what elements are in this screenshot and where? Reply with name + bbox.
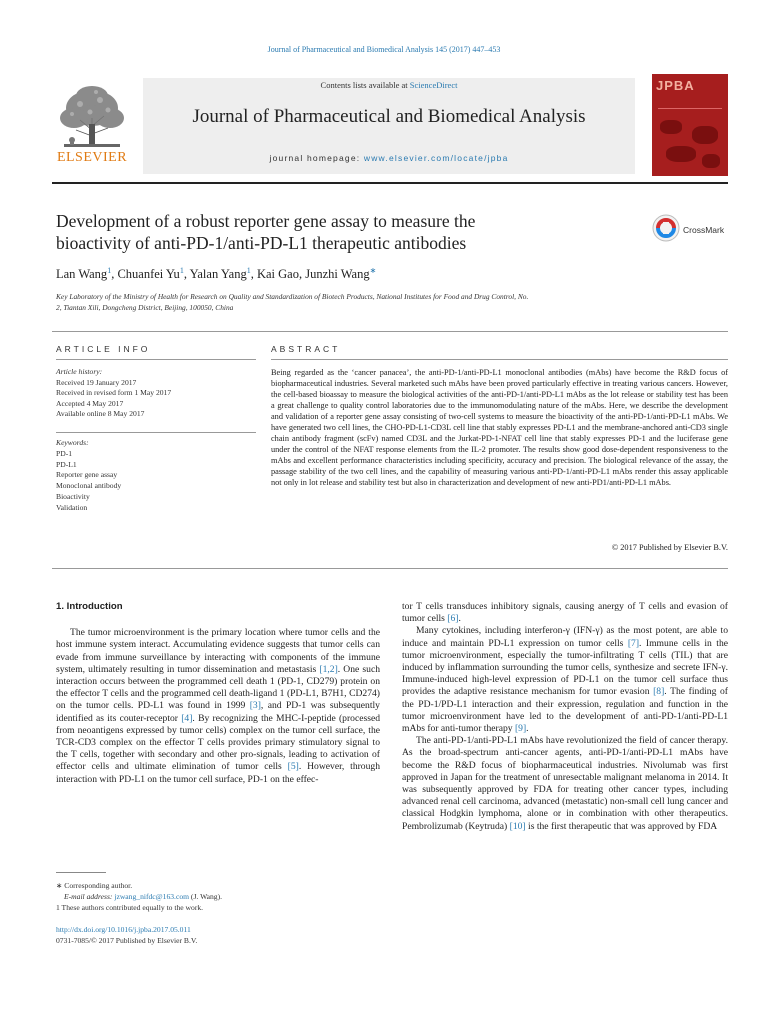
text-run: tor T cells transduces inhibitory signals, causing anergy of T cells and evasion of tumor cells [402, 601, 728, 625]
sciencedirect-link[interactable]: ScienceDirect [409, 80, 458, 90]
cover-shape [666, 146, 696, 162]
doi-link[interactable]: http://dx.doi.org/10.1016/j.jpba.2017.05.011 [56, 925, 191, 934]
reference-link[interactable]: [5] [287, 761, 299, 773]
cover-shape [702, 154, 720, 168]
text-run: The tumor microenvironment is the primary location where tumor cells and the host immune system interact. Accumulating evidence suggests that tumor cells can evade from immune surveillance by interacting with components of the immune system, ultimately resulting in tumor dissemination and metastasis [56, 627, 380, 675]
article-title-line: bioactivity of anti-PD-1/anti-PD-L1 therapeutic antibodies [56, 233, 467, 253]
article-info-rule [56, 359, 256, 360]
abstract-rule [271, 359, 728, 360]
text-run: The anti-PD-1/anti-PD-L1 mAbs have revolutionized the field of cancer therapy. As the broad-spectrum anti-cancer agents, anti-PD-1/anti-PD-L1 mAbs have become the R&D focus of biopharmaceutical industries. Nivolumab was first approved in Japan for the treatment of unresectable malignant melanoma in 2014. It was subsequently approved by FDA for treating other cancer types, including advanced renal cell carcinoma, advanced (metastatic) non-small cell lung cancer and classical Hodgkin lymphoma, alone or in combination with other therapeutics. Pembrolizumab (Keytruda) [402, 735, 728, 832]
cover-shape [660, 120, 682, 134]
issn-copyright: 0731-7085/© 2017 Published by Elsevier B.V. [56, 936, 198, 945]
author-mark[interactable]: 1 [179, 266, 184, 275]
page-footer [56, 924, 380, 946]
crossmark-label[interactable]: CrossMark [683, 225, 725, 235]
author-separator: , [183, 267, 190, 282]
journal-citation[interactable]: Journal of Pharmaceutical and Biomedical Analysis 145 (2017) 447–453 [267, 45, 501, 54]
cover-title: JPBA [656, 78, 695, 93]
reference-link[interactable]: [4] [181, 712, 193, 724]
reference-link[interactable]: [1,2] [319, 663, 338, 675]
history-item: Available online 8 May 2017 [56, 409, 145, 419]
article-history [56, 367, 256, 420]
author-name: Kai Gao [256, 267, 299, 282]
text-run: Many cytokines, including interferon-γ (IFN-γ) as the most potent, are able to induce and maintain PD-L1 expression on tumor cells [402, 625, 728, 649]
affiliation-line: Key Laboratory of the Ministry of Health for Research on Quality and Standardization of Biotech Products, National Institutes for Food and Drug Control, No. [56, 292, 529, 301]
author-mark[interactable]: 1 [246, 266, 251, 275]
footnotes [56, 880, 380, 913]
reference-link[interactable]: [10] [509, 820, 526, 832]
text-run: . Immune cells in the tumor microenvironment, especially the tumor-infiltrating T cells (TIL) that are induced by inflammation surrounding the tumor cells, synthesize and secrete IFN-γ. Immune-induced high-level expression of PD-L1 on the tumor cell surface thus provides the adaptive resistance mechanism for tumor evasion [402, 637, 728, 698]
footnote-corresponding [56, 880, 380, 891]
contents-prefix: Contents lists available at [320, 80, 410, 90]
reference-link[interactable]: [8] [653, 686, 665, 698]
homepage-line [143, 153, 635, 163]
author-name: Yalan Yang [189, 267, 247, 282]
text-run: . One such interaction occurs between the programmed cell death 1 (PD-1, CD279) protein on the effector T cells and the programmed cell death-ligand 1 (PD-L1, B7H1, CD274) on the tumor cells. PD-L1 was found in 1999 [56, 663, 380, 712]
keywords [56, 438, 256, 514]
abstract-heading: ABSTRACT [271, 344, 341, 354]
author-separator: , [298, 267, 306, 282]
author[interactable] [190, 267, 257, 281]
email-suffix: (J. Wang). [189, 892, 223, 901]
reference-link[interactable]: [7] [627, 637, 640, 649]
keywords-heading: Keywords: [56, 438, 89, 447]
text-run: . [458, 613, 461, 625]
keyword: Reporter gene assay [56, 470, 118, 480]
keyword: Bioactivity [56, 491, 90, 501]
body-rule [52, 568, 728, 569]
text-run: . The finding of the PD-1/PD-L1 interaction and their expression, regulation and function in the tumor microenvironment have led to the development of anti-PD-1/anti-PD-L1 mAbs for anti-tumor therapy [402, 686, 728, 735]
reference-link[interactable]: [6] [447, 613, 459, 625]
footnote-rule [56, 872, 106, 873]
keyword: Validation [56, 502, 88, 512]
author[interactable] [117, 267, 189, 281]
author-name: Lan Wang [56, 267, 108, 282]
author-mark[interactable]: 1 [107, 266, 112, 275]
body-column-left [56, 601, 380, 786]
history-item: Received 19 January 2017 [56, 377, 137, 387]
author-name: Chuanfei Yu [117, 267, 180, 282]
text-run: is the first therapeutic that was approved by FDA [525, 820, 718, 832]
footnote-equal-contribution [56, 902, 380, 913]
article-title [56, 210, 616, 254]
author-name: Junzhi Wang [305, 267, 370, 282]
text-run: , and PD-1 was subsequently identified as its couter-receptor [56, 700, 380, 724]
history-heading: Article history: [56, 367, 103, 376]
history-item: Received in revised form 1 May 2017 [56, 388, 172, 398]
abstract-text: Being regarded as the ‘cancer panacea’, the anti-PD-1/anti-PD-L1 monoclonal antibodies (mAbs) have become the R&D focus of biopharmaceutical industries. Several marketed such mAbs have been proved particularly effective in treating various cancers. However, the cell-based bioassay to measure the biological activities of the anti-PD-1/anti-PD-L1 mAbs as the lot release or stability test has been a great challenge to quality control laboratories due to the immunomodulating nature of the mAbs. Here, we describe the development and validation of a reporter gene assay consisting of two-cell systems to measure the bioactivity of the anti-PD-1/anti-PD-L1 mAbs. We have generated two cell lines, the CHO-PD-L1-CD3L cell line that stably expresses PD-L1 and the membrane-anchored anti-CD3 single chain antibody fragment (scFv) named CD3L and the Jurkat-PD-1-NFAT cell line that stably expresses PD-1 and the luciferase gene under the control of the NFAT response elements from the IL-2 promoter. The results show good dose-dependent responsiveness to the mAbs and excellent performance characteristics including specificity, accuracy and precision. The biological relevance of the assay, the passage stability of the two cell lines, and the capability of measuring various anti-PD-1/anti-PD-L1 mAbs render this assay applicable not only in lot release and stability test but also in characterization and development of new anti-PD1/anti-PD-L1 mAbs. [271, 368, 728, 487]
author-separator: , [250, 267, 257, 282]
text-run: . However, through interaction with PD-L1 on the tumor cell surface, PD-1 on the effec- [56, 761, 380, 785]
footnote-text: These authors contributed equally to the work. [59, 903, 204, 912]
paragraph [402, 735, 728, 833]
header-rule [52, 182, 728, 184]
article-title-line: Development of a robust reporter gene assay to measure the [56, 211, 476, 231]
reference-link[interactable]: [9] [514, 723, 527, 735]
contents-line [143, 80, 635, 90]
author-list [56, 266, 376, 282]
keyword: PD-L1 [56, 459, 77, 469]
section-rule [52, 331, 728, 332]
homepage-prefix: journal homepage: [269, 153, 364, 163]
homepage-link[interactable]: www.elsevier.com/locate/jpba [363, 153, 509, 163]
section-heading-introduction: 1. Introduction [56, 601, 123, 612]
author[interactable] [305, 267, 376, 281]
author[interactable] [257, 267, 305, 281]
cover-rule [658, 108, 722, 109]
affiliation-line: 2, Tiantan Xili, Dongcheng District, Beijing, 100050, China [56, 302, 234, 312]
footnote-mark: 1 [56, 903, 60, 912]
email-link[interactable]: jzwang_nifdc@163.com [114, 892, 190, 901]
keywords-rule [56, 432, 256, 433]
text-run: . By recognizing the MHC-I-peptide (processed from neoantigens expressed by tumor cells) complex on the tumor cell surface, the TCR-CD3 complex on the effector T cells provides primary stimulatory signal to the T cells, together with secondary and other pro-signals, leading to activation of effector cells and ultimate elimination of tumor cells [56, 712, 380, 773]
text-run: . [526, 723, 529, 735]
paragraph [402, 625, 728, 735]
reference-link[interactable]: [3] [249, 700, 261, 712]
history-item: Accepted 4 May 2017 [56, 398, 124, 408]
paragraph [402, 601, 728, 625]
abstract-copyright: © 2017 Published by Elsevier B.V. [611, 543, 728, 552]
footnote-mark: ∗ [56, 881, 63, 890]
paragraph [56, 627, 380, 786]
footnote-email [56, 891, 380, 902]
body-column-right [402, 601, 728, 833]
elsevier-wordmark[interactable]: ELSEVIER [56, 150, 128, 165]
author[interactable] [56, 267, 117, 281]
journal-title: Journal of Pharmaceutical and Biomedical Analysis [192, 106, 586, 127]
keyword: PD-1 [56, 448, 73, 458]
affiliation [56, 292, 646, 313]
journal-cover-image[interactable] [652, 74, 728, 176]
keyword: Monoclonal antibody [56, 481, 122, 491]
footnote-text: Corresponding author. [62, 881, 133, 890]
author-mark[interactable]: ∗ [369, 266, 377, 275]
email-label: E-mail address: [64, 892, 115, 901]
article-info-heading: ARTICLE INFO [56, 344, 151, 354]
cover-shape [692, 126, 718, 144]
author-separator: , [111, 267, 118, 282]
